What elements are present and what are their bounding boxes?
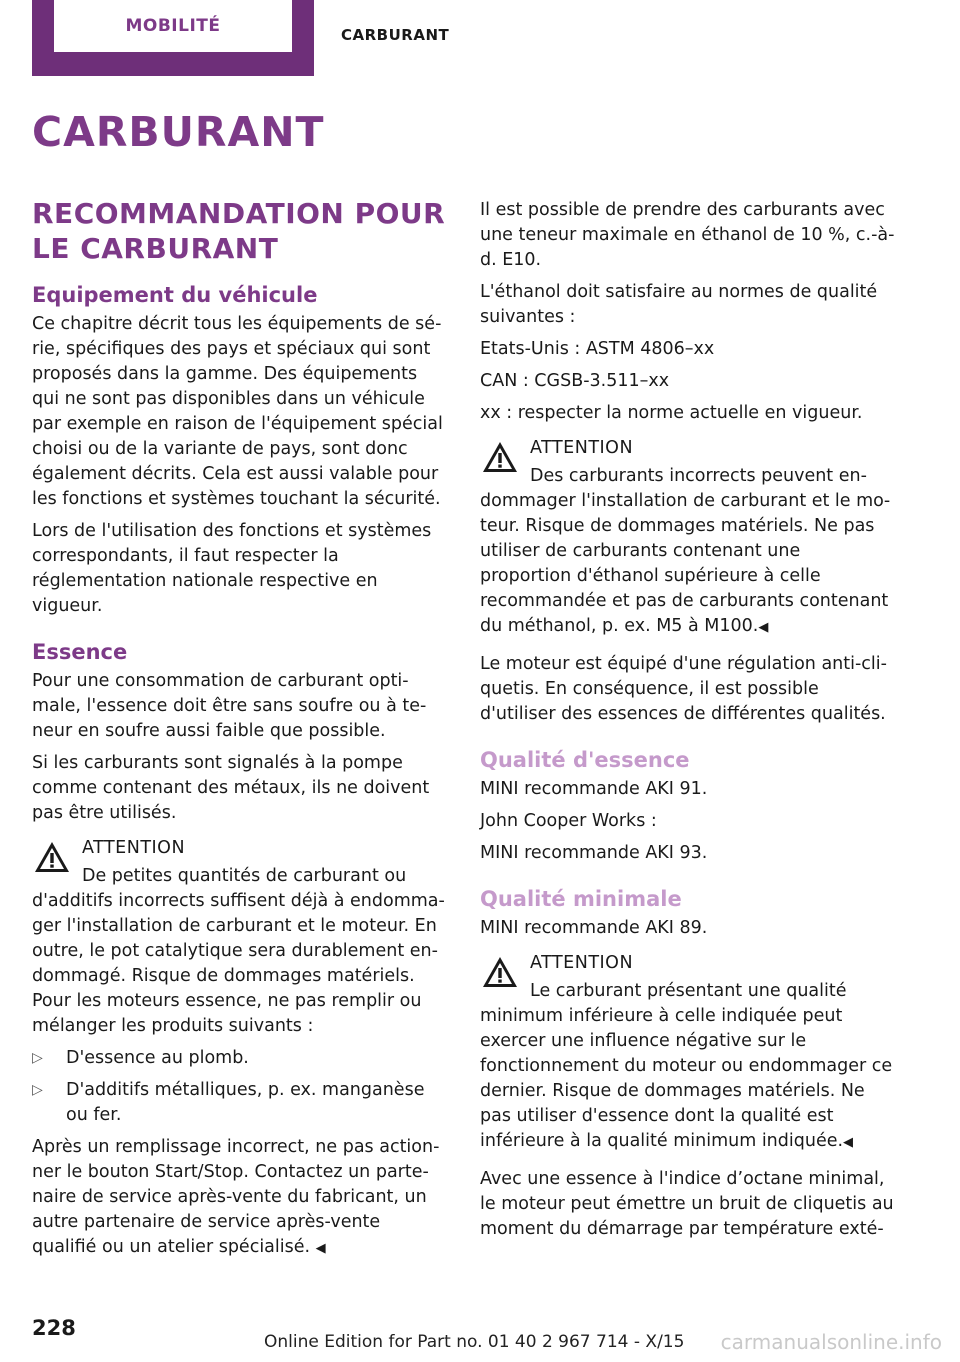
minimal-quality-heading: Qualité minimale	[480, 887, 682, 911]
warning-bullet-list	[32, 1046, 448, 1128]
warning-block	[480, 951, 896, 1155]
quality-heading: Qualité d'essence	[480, 748, 690, 772]
section-title: RECOMMANDATION POUR LE CARBURANT	[32, 197, 446, 265]
chapter-tab-label: CARBURANT	[341, 26, 450, 44]
list-item: ▷ D'additifs métalliques, p. ex. manganèse ou fer.	[32, 1080, 425, 1125]
warning-label: ATTENTION	[530, 953, 634, 973]
warning-block	[480, 436, 896, 640]
essence-paragraph-1: Pour une consommation de carburant optimale, l'essence doit être sans soufre ou à teneur en soufre aussi faible que possible.	[32, 671, 427, 741]
warning-text: Le carburant présentant une qualité minimum inférieure à celle indiquée peut exercer une influence négative sur le fonctionnement du moteur ou endommager ce dernier. Risque de dommages matériels. Ne pas utiliser d'essence dont la qualité est inférieure à la qualité minimum indiquée.◀	[480, 981, 893, 1151]
warning-label: ATTENTION	[82, 838, 186, 858]
quality-paragraph-3: MINI recommande AKI 93.	[480, 843, 708, 863]
watermark: carmanualsonline.info	[720, 1330, 942, 1354]
ethanol-paragraph-2: L'éthanol doit satisfaire au normes de qualité suivantes :	[480, 282, 878, 327]
triangle-bullet-icon: ▷	[32, 1050, 43, 1066]
equipment-heading: Equipement du véhicule	[32, 283, 318, 307]
quality-paragraph-2: John Cooper Works :	[480, 811, 657, 831]
warning-label: ATTENTION	[530, 438, 634, 458]
equipment-paragraph-1: Ce chapitre décrit tous les équipements de série, spécifiques des pays et spéciaux qui sont proposés dans la gamme. Des équipements qui ne sont pas disponibles dans un véhicule par exemple en raison de l'équipement spécial choisi ou de la variante de pays, sont donc également décrits. Cela est aussi valable pour les fonctions et systèmes touchant la sécurité.	[32, 314, 443, 509]
warning-text: De petites quantités de carburant ou d'additifs incorrects suffisent déjà à endommager l'installation de carburant et le moteur. En outre, le pot catalytique sera durablement endommagé. Risque de dommages matériels. Pour les moteurs essence, ne pas remplir ou mélanger les produits suivants :	[32, 866, 445, 1036]
end-mark-icon: ◀	[758, 620, 769, 635]
ethanol-paragraph-1: Il est possible de prendre des carburants avec une teneur maximale en éthanol de 10 %, c.-à-d. E10.	[480, 200, 895, 270]
list-item: ▷ D'essence au plomb.	[32, 1046, 448, 1071]
ethanol-xx: xx : respecter la norme actuelle en vigueur.	[480, 403, 863, 423]
essence-heading: Essence	[32, 640, 128, 664]
ethanol-usa: Etats-Unis : ASTM 4806–xx	[480, 339, 715, 359]
end-mark-icon: ◀	[315, 1241, 326, 1256]
edition-footer: Online Edition for Part no. 01 40 2 967 714 - X/15	[264, 1332, 685, 1352]
end-mark-icon: ◀	[843, 1135, 854, 1150]
warning-block	[32, 836, 448, 1261]
ethanol-can: CAN : CGSB-3.511–xx	[480, 371, 670, 391]
quality-paragraph-1: MINI recommande AKI 91.	[480, 779, 708, 799]
section-tab	[32, 0, 314, 76]
page-number: 228	[32, 1316, 76, 1340]
section-tab-label: MOBILITÉ	[54, 0, 292, 52]
left-column	[32, 196, 448, 1273]
right-column	[480, 198, 896, 1249]
anti-knock-paragraph: Le moteur est équipé d'une régulation anti-cliquetis. En conséquence, il est possible d'utiliser des essences de différentes qualités.	[480, 654, 887, 724]
warning-triangle-icon	[480, 953, 520, 993]
warning-triangle-icon	[32, 838, 72, 878]
page-title: CARBURANT	[32, 108, 325, 156]
essence-paragraph-2: Si les carburants sont signalés à la pompe comme contenant des métaux, ils ne doivent pas être utilisés.	[32, 753, 430, 823]
equipment-paragraph-2: Lors de l'utilisation des fonctions et systèmes correspondants, il faut respecter la réglementation nationale respective en vigueur.	[32, 521, 432, 616]
octane-paragraph: Avec une essence à l'indice d’octane minimal, le moteur peut émettre un bruit de cliquetis au moment du démarrage par température exté-	[480, 1169, 894, 1239]
minimal-quality-paragraph: MINI recommande AKI 89.	[480, 918, 708, 938]
warning-text: Des carburants incorrects peuvent endommager l'installation de carburant et le moteur. Risque de dommages matériels. Ne pas utiliser de carburants contenant une proportion d'éthanol supérieure à celle recommandée et pas de carburants contenant du méthanol, p. ex. M5 à M100.◀	[480, 466, 891, 636]
warning-after-text: Après un remplissage incorrect, ne pas actionner le bouton Start/Stop. Contactez un partenaire de service après-vente du fabricant, un autre partenaire de service après-vente qualifié ou un atelier spécialisé. ◀	[32, 1137, 440, 1257]
warning-triangle-icon	[480, 438, 520, 478]
triangle-bullet-icon: ▷	[32, 1082, 43, 1098]
